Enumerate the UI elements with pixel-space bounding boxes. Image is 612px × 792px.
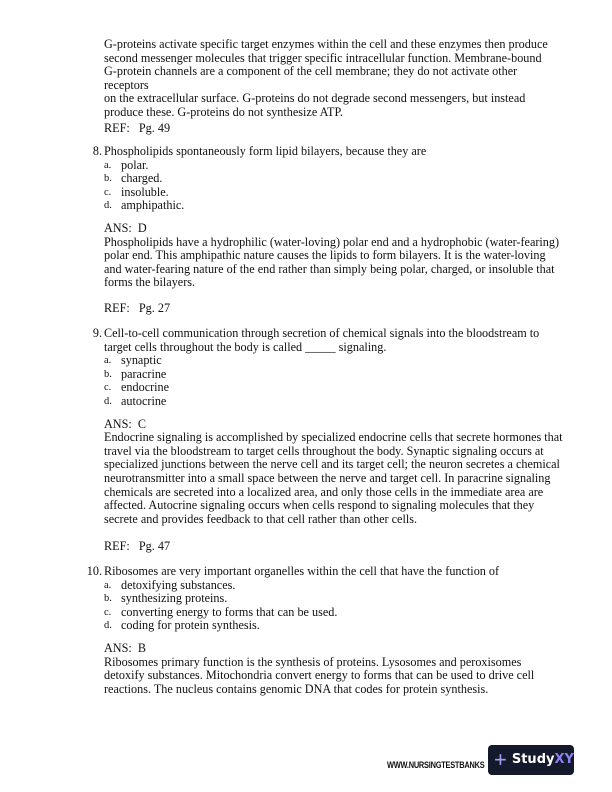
logo-text-accent: XY: [554, 752, 574, 768]
option-text: coding for protein synthesis.: [121, 618, 260, 633]
option-c: [104, 381, 570, 395]
stem-line: Phospholipids spontaneously form lipid bilayers, because they are: [104, 144, 427, 158]
answer-explanation: [104, 431, 570, 526]
option-c: [104, 186, 570, 200]
option-text: insoluble.: [121, 184, 169, 199]
question-stem: [104, 327, 570, 354]
explanation-line: neurotransmitter into a small space between the nerve and target cell. In paracrine signaling: [104, 470, 551, 485]
stem-line: Cell-to-cell communication through secretion of chemical signals into the bloodstream to: [104, 326, 540, 340]
q7-reference: REF: Pg. 49: [104, 121, 171, 135]
q8-reference: REF: Pg. 27: [104, 301, 171, 315]
option-text: synthesizing proteins.: [121, 591, 228, 606]
explanation-line: G-proteins activate specific target enzymes within the cell and these enzymes then produce: [104, 37, 548, 51]
explanation-line: reactions. The nucleus contains genomic DNA that codes for protein synthesis.: [104, 681, 489, 696]
question-9: [80, 327, 570, 526]
question-10: [80, 565, 570, 696]
option-letter: c.: [104, 186, 112, 198]
option-text: amphipathic.: [121, 198, 185, 213]
option-letter: d.: [104, 620, 112, 632]
option-c: [104, 606, 570, 620]
option-b: [104, 368, 570, 382]
explanation-line: travel via the bloodstream to target cells throughout the body. Synaptic signaling occurs at: [104, 443, 544, 458]
option-text: detoxifying substances.: [121, 577, 236, 592]
question-number: 10.: [86, 564, 102, 578]
option-a: [104, 354, 570, 368]
question-stem: [104, 565, 570, 579]
options-list: [104, 579, 570, 633]
answer-key: ANS: C: [104, 416, 146, 431]
answer-key: ANS: D: [104, 220, 147, 235]
option-text: polar.: [121, 157, 149, 172]
logo-text: [512, 753, 574, 767]
explanation-line: Ribosomes primary function is the synthesis of proteins. Lysosomes and peroxisomes: [104, 654, 522, 669]
answer-explanation: [104, 656, 570, 697]
explanation-line: Phospholipids have a hydrophilic (water-loving) polar end and a hydrophobic (water-fearing): [104, 234, 560, 249]
option-text: charged.: [121, 171, 163, 186]
option-text: converting energy to forms that can be used.: [121, 604, 338, 619]
option-letter: b.: [104, 173, 112, 185]
option-b: [104, 592, 570, 606]
option-text: endocrine: [121, 380, 170, 395]
explanation-line: forms the bilayers.: [104, 275, 196, 290]
option-text: paracrine: [121, 366, 167, 381]
explanation-line: and water-fearing nature of the end rather than simply being polar, charged, or insoluble that: [104, 261, 555, 276]
answer-explanation: [104, 236, 570, 290]
explanation-line: specialized junctions between the nerve cell and its target cell; the neuron secretes a chemical: [104, 457, 560, 472]
option-letter: b.: [104, 368, 112, 380]
option-letter: d.: [104, 200, 112, 212]
option-letter: a.: [104, 159, 112, 171]
logo-text-main: Study: [511, 752, 555, 768]
explanation-line: G-protein channels are a component of the cell membrane; they do not activate other receptors: [104, 64, 518, 92]
explanation-line: Endocrine signaling is accomplished by specialized endocrine cells that secrete hormones that: [104, 430, 563, 445]
question-stem: [104, 145, 570, 159]
option-d: [104, 395, 570, 409]
option-letter: b.: [104, 593, 112, 605]
option-d: [104, 199, 570, 213]
option-d: [104, 619, 570, 633]
option-letter: d.: [104, 395, 112, 407]
q9-reference: REF: Pg. 47: [104, 539, 171, 553]
option-letter: c.: [104, 382, 112, 394]
option-a: [104, 159, 570, 173]
explanation-line: polar end. This amphipathic nature causes the lipids to form bilayers. It is the water-loving: [104, 248, 546, 263]
options-list: [104, 159, 570, 213]
option-a: [104, 579, 570, 593]
explanation-line: on the extracellular surface. G-proteins do not degrade second messengers, but instead: [104, 91, 526, 106]
option-letter: a.: [104, 355, 112, 367]
footer-url-watermark: WWW.NURSINGTESTBANKS: [387, 760, 485, 771]
explanation-line: produce these. G-proteins do not synthesize ATP.: [104, 104, 343, 119]
explanation-line: second messenger molecules that trigger specific intracellular function. Membrane-bound: [104, 50, 542, 65]
question-number: 8.: [92, 144, 102, 158]
option-text: synaptic: [121, 353, 162, 368]
options-list: [104, 354, 570, 408]
answer-key: ANS: B: [104, 640, 146, 655]
studyxy-logo[interactable]: [488, 745, 574, 775]
explanation-line: chemicals are secreted into a localized area, and only those cells in the immediate area are: [104, 484, 544, 499]
question-8: [80, 145, 570, 290]
explanation-line: affected. Autocrine signaling occurs when cells respond to signaling molecules that they: [104, 498, 535, 513]
question-number: 9.: [92, 326, 102, 340]
option-letter: c.: [104, 606, 112, 618]
explanation-line: secrete and provides feedback to that cell rather than other cells.: [104, 511, 418, 526]
q7-explanation: [104, 38, 564, 120]
stem-line: target cells throughout the body is called _____ signaling.: [104, 339, 387, 354]
option-text: autocrine: [121, 393, 167, 408]
explanation-line: detoxify substances. Mitochondria convert energy to forms that can be used to drive cell: [104, 668, 535, 683]
option-b: [104, 172, 570, 186]
stem-line: Ribosomes are very important organelles within the cell that have the function of: [104, 564, 500, 578]
plus-icon: +: [494, 747, 507, 772]
option-letter: a.: [104, 579, 112, 591]
